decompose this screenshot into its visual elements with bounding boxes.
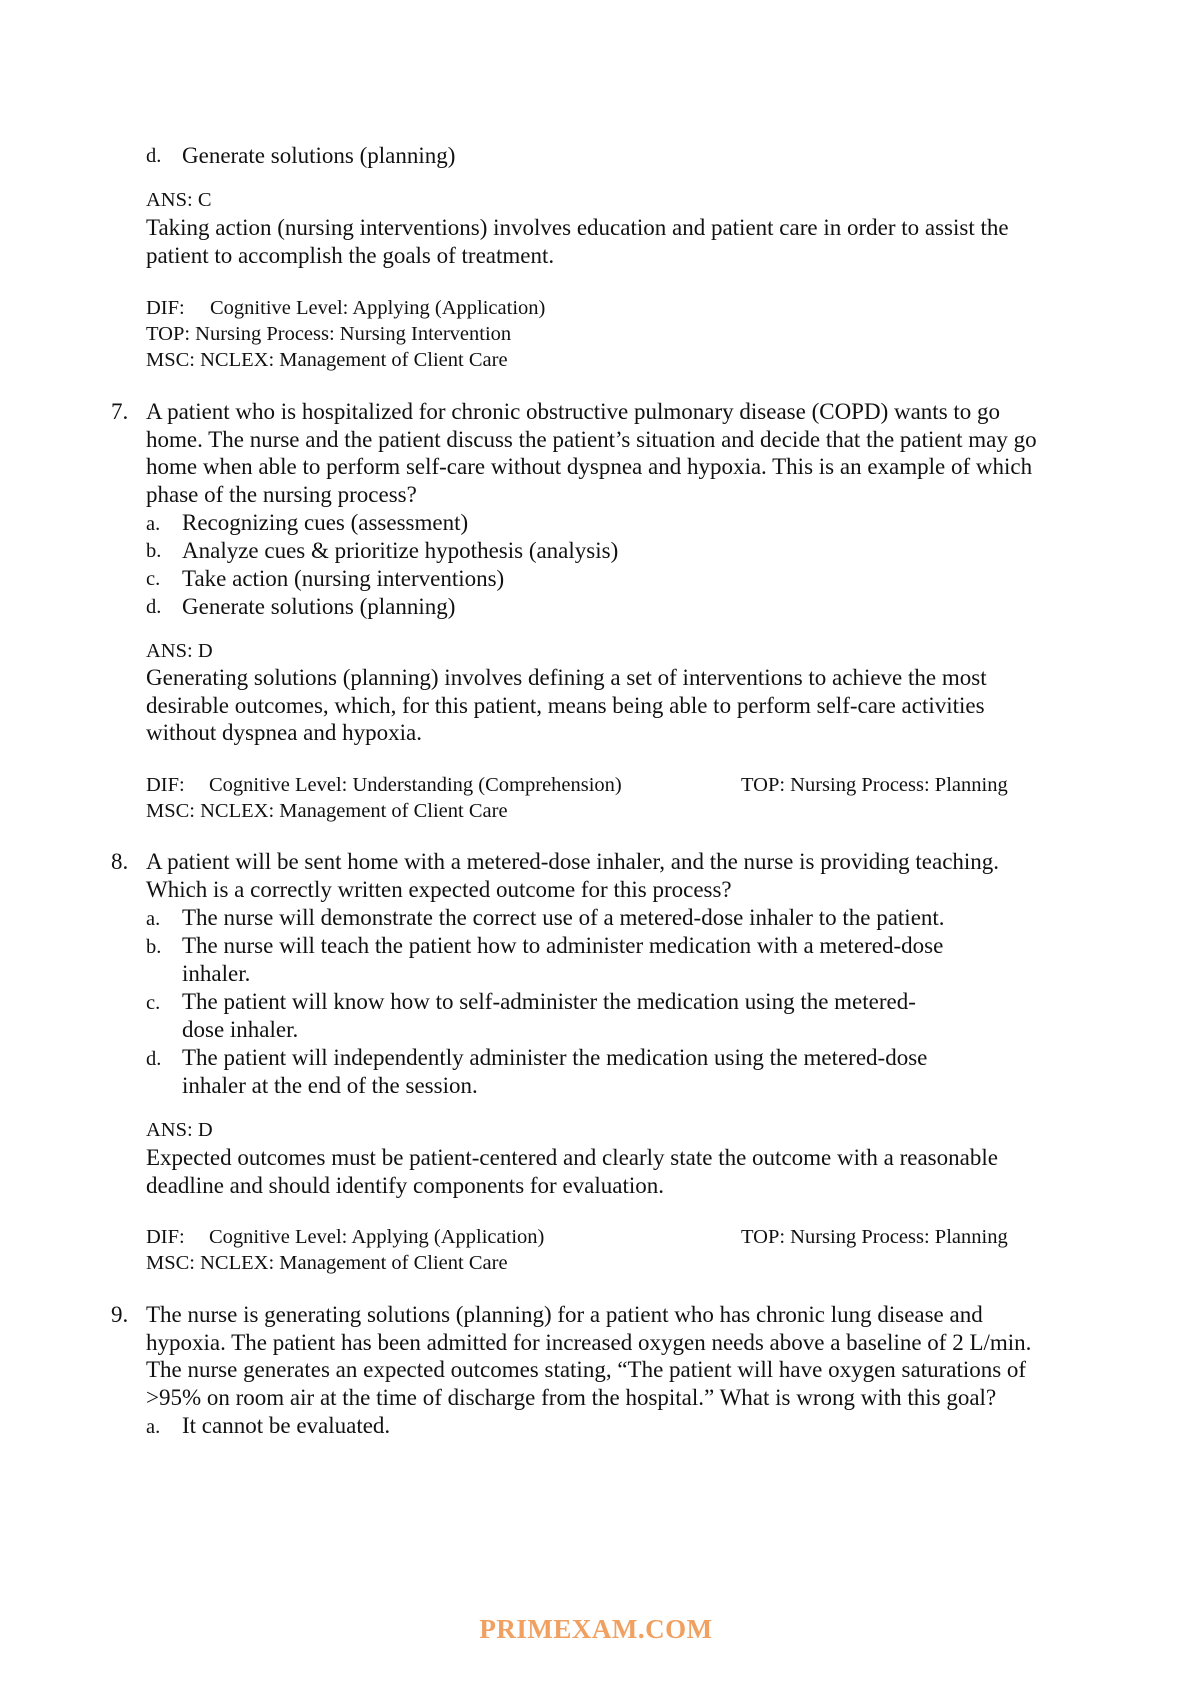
- question-number: 9.: [111, 1302, 129, 1327]
- dif-label: DIF:: [146, 1226, 185, 1248]
- topic-tag: TOP: Nursing Process: Nursing Intervention: [146, 323, 512, 345]
- dif-label: DIF:: [146, 297, 185, 319]
- option-letter: a.: [146, 1416, 161, 1438]
- question-stem: [146, 398, 1037, 508]
- option-line: The nurse will demonstrate the correct use of a metered-dose inhaler to the patient.: [182, 905, 945, 930]
- answer-key: ANS: C: [146, 189, 212, 211]
- option-text: Take action (nursing interventions): [182, 566, 505, 591]
- option-letter: d.: [146, 1048, 162, 1070]
- option-line: dose inhaler.: [182, 1016, 299, 1042]
- option-text: Generate solutions (planning): [182, 143, 456, 168]
- option-text: [182, 904, 945, 932]
- question-number: 8.: [111, 849, 129, 874]
- stem-line: home when able to perform self-care without dyspnea and hypoxia. This is an example of which: [146, 454, 1033, 479]
- option-letter: b.: [146, 936, 162, 958]
- option-line: The nurse will teach the patient how to administer medication with a metered-dose: [182, 933, 944, 958]
- option-text: [182, 932, 943, 987]
- dif-text: Cognitive Level: Applying (Application): [210, 297, 546, 319]
- answer-key: ANS: D: [146, 640, 213, 662]
- option-letter: d.: [146, 145, 162, 167]
- stem-line: phase of the nursing process?: [146, 481, 417, 507]
- option-letter: a.: [146, 513, 161, 535]
- option-text: [182, 988, 916, 1043]
- rationale-line: Expected outcomes must be patient-centered and clearly state the outcome with a reasonable: [146, 1145, 998, 1170]
- option-line: The patient will independently administer the medication using the metered-dose: [182, 1045, 928, 1070]
- stem-line: A patient will be sent home with a metered-dose inhaler, and the nurse is providing teaching.: [146, 849, 1000, 874]
- option-letter: a.: [146, 908, 161, 930]
- stem-line: Which is a correctly written expected outcome for this process?: [146, 876, 732, 902]
- rationale: [146, 664, 987, 747]
- stem-line: >95% on room air at the time of discharge from the hospital.” What is wrong with this goal?: [146, 1384, 997, 1410]
- option-letter: b.: [146, 540, 162, 562]
- stem-line: The nurse generates an expected outcomes stating, “The patient will have oxygen saturations of: [146, 1357, 1027, 1382]
- option-text: Recognizing cues (assessment): [182, 510, 469, 535]
- option-text: [182, 1044, 927, 1099]
- option-letter: d.: [146, 596, 162, 618]
- rationale-line: patient to accomplish the goals of treatment.: [146, 242, 555, 268]
- rationale: [146, 1144, 998, 1199]
- option-line: inhaler.: [182, 960, 251, 986]
- dif-label: DIF:: [146, 774, 185, 796]
- question-number: 7.: [111, 399, 129, 424]
- answer-key: ANS: D: [146, 1119, 213, 1141]
- question-stem: [146, 1301, 1031, 1411]
- topic-tag: TOP: Nursing Process: Planning: [741, 1226, 1008, 1248]
- option-letter: c.: [146, 992, 161, 1014]
- topic-tag: TOP: Nursing Process: Planning: [741, 774, 1008, 796]
- dif-text: Cognitive Level: Understanding (Comprehension): [209, 774, 622, 796]
- rationale: [146, 214, 1009, 269]
- stem-line: The nurse is generating solutions (planning) for a patient who has chronic lung disease and: [146, 1302, 983, 1327]
- rationale-line: without dyspnea and hypoxia.: [146, 720, 422, 745]
- option-text: It cannot be evaluated.: [182, 1413, 391, 1438]
- option-letter: c.: [146, 568, 161, 590]
- msc-tag: MSC: NCLEX: Management of Client Care: [146, 800, 508, 822]
- option-text: Analyze cues & prioritize hypothesis (analysis): [182, 538, 619, 563]
- stem-line: hypoxia. The patient has been admitted for increased oxygen needs above a baseline of 2 L/min.: [146, 1329, 1032, 1355]
- rationale-line: deadline and should identify components for evaluation.: [146, 1172, 665, 1198]
- rationale-line: desirable outcomes, which, for this patient, means being able to perform self-care activities: [146, 692, 985, 718]
- msc-tag: MSC: NCLEX: Management of Client Care: [146, 1252, 508, 1274]
- msc-tag: MSC: NCLEX: Management of Client Care: [146, 349, 508, 371]
- rationale-line: Generating solutions (planning) involves defining a set of interventions to achieve the most: [146, 665, 987, 690]
- option-line: inhaler at the end of the session.: [182, 1072, 478, 1098]
- stem-line: A patient who is hospitalized for chronic obstructive pulmonary disease (COPD) wants to go: [146, 399, 1001, 424]
- option-line: The patient will know how to self-administer the medication using the metered-: [182, 989, 916, 1014]
- stem-line: home. The nurse and the patient discuss the patient’s situation and decide that the patient may go: [146, 426, 1037, 452]
- question-stem: [146, 848, 999, 903]
- option-text: Generate solutions (planning): [182, 594, 456, 619]
- dif-text: Cognitive Level: Applying (Application): [209, 1226, 545, 1248]
- footer-watermark: PRIMEXAM.COM: [479, 1614, 713, 1644]
- rationale-line: Taking action (nursing interventions) involves education and patient care in order to assist the: [146, 215, 1009, 240]
